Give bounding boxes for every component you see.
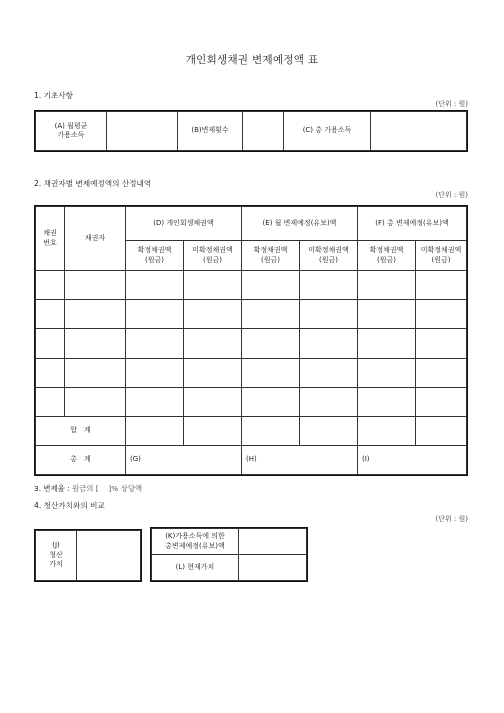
repayment-count-value[interactable] — [243, 112, 284, 151]
liquidation-table — [35, 530, 141, 581]
col-f-header: (F) 총 변제예정(유보)액 — [358, 207, 467, 241]
page-title: 개인회생채권 변제예정액 표 — [185, 54, 319, 66]
monthly-income-label: (A) 월평균 가용소득 — [36, 112, 107, 151]
sub-confirmed-e: 확정채권액 (원금) — [242, 241, 300, 271]
sub-confirmed-f: 확정채권액 (원금) — [358, 241, 416, 271]
total-row — [36, 445, 467, 474]
table-row — [36, 300, 467, 329]
total-label: 총 계 — [36, 445, 126, 474]
col-creditor: 채권자 — [65, 207, 126, 271]
sum-label: 합 계 — [36, 416, 126, 445]
section4-heading: 4. 청산가치와의 비교 — [34, 501, 105, 510]
col-e-header: (E) 월 변제예정(유보)액 — [242, 207, 358, 241]
total-g[interactable]: (G) — [126, 445, 242, 474]
total-repayment-label: (K)가용소득에 의한 총변제예정(유보)액 — [152, 529, 239, 555]
sub-confirmed-d: 확정채권액 (원금) — [126, 241, 184, 271]
sub-unconfirmed-d: 미확정채권액 (원금) — [184, 241, 242, 271]
comparison-table — [151, 528, 307, 581]
table-row — [36, 358, 467, 387]
col-d-header: (D) 개인회생채권액 — [126, 207, 242, 241]
liquidation-label: (J) 청산 가치 — [36, 531, 77, 581]
present-value-label: (L) 현재가치 — [152, 555, 239, 581]
table-row — [36, 329, 467, 358]
repayment-count-label: (B)변제횟수 — [178, 112, 243, 151]
table-row — [36, 387, 467, 416]
repayment-rate-text: 원금의 [ ]% 상당액 — [72, 484, 143, 493]
total-income-label: (C) 총 가용소득 — [284, 112, 371, 151]
total-income-value[interactable] — [371, 112, 467, 151]
monthly-income-value[interactable] — [107, 112, 178, 151]
repayment-rate-prefix: 3. 변제율 : — [34, 484, 70, 493]
creditor-table — [35, 206, 467, 475]
repayment-rate — [34, 483, 142, 494]
section2-heading: 2. 채권자별 변제예정액의 산정내역 — [34, 179, 152, 188]
liquidation-value[interactable] — [77, 531, 141, 581]
section4-unit: (단위 : 원) — [435, 515, 468, 523]
present-value-value[interactable] — [239, 555, 307, 581]
section1-heading: 1. 기초사항 — [34, 91, 74, 100]
total-h[interactable]: (H) — [242, 445, 358, 474]
total-repayment-value[interactable] — [239, 529, 307, 555]
section2-unit: (단위 : 원) — [435, 191, 468, 199]
sum-row — [36, 416, 467, 445]
sub-unconfirmed-f: 미확정채권액 (원금) — [416, 241, 467, 271]
section1-unit: (단위 : 원) — [435, 100, 468, 108]
basic-info-table — [35, 111, 467, 151]
sub-unconfirmed-e: 미확정채권액 (원금) — [300, 241, 358, 271]
table-row — [36, 271, 467, 300]
total-i[interactable]: (I) — [358, 445, 467, 474]
col-creditor-no: 채권 번호 — [36, 207, 65, 271]
